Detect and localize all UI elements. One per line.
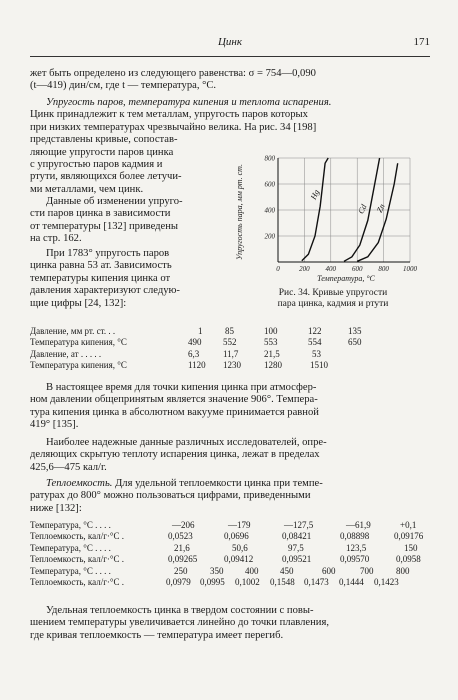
x-tick-label: 400 [325, 265, 337, 273]
row-label: Теплоемкость, кал/г·°С . [30, 554, 125, 565]
text-line: 425,6—475 кал/г. [30, 461, 107, 473]
text-line: Цинк принадлежит к тем металлам, упругость паров которых [30, 109, 308, 121]
table-cell: 100 [264, 326, 278, 336]
text-line: сти паров цинка в зависимости [30, 208, 171, 220]
table-cell: 1120 [188, 360, 206, 371]
series-label: Cd [356, 202, 369, 216]
text-line: ратурах до 800° можно пользоваться цифрами, приведенными [30, 490, 311, 502]
y-tick-label: 600 [264, 180, 275, 189]
text-line: жет быть определено из следующего равенства: σ = 754—0,090 [30, 68, 316, 79]
table-cell: 400 [245, 565, 259, 576]
text-line: от температуры [132] приведены [30, 220, 179, 232]
boiling-point-table [30, 326, 430, 372]
table-cell: 1230 [223, 360, 241, 371]
heat-capacity-table [30, 520, 435, 588]
table-cell: 135 [348, 326, 362, 336]
vapor-pressure-chart [230, 150, 432, 285]
text-line: Данные об изменении упруго- [46, 196, 183, 207]
table-row [30, 326, 430, 337]
y-tick-label: 800 [264, 154, 275, 163]
text-line: деляющих скрытую теплоту испарения цинка, лежат в пределах [30, 449, 320, 461]
table-row [30, 566, 435, 577]
text-line: ляющие упругости паров цинка [30, 146, 174, 158]
table-row [30, 520, 435, 531]
table-cell: 450 [280, 565, 294, 576]
table-cell: —179 [228, 520, 251, 530]
text-line: температуры кипения цинка от [30, 272, 171, 284]
table-row [30, 543, 435, 554]
table-cell: 0,09412 [224, 554, 254, 565]
table-cell: 122 [308, 326, 322, 336]
table-row [30, 349, 430, 360]
row-label: Давление, ат . . . . . [30, 348, 102, 359]
table-cell: 0,09176 [394, 531, 424, 542]
text-line: тура кипения цинка в абсолютном вакууме принимается равной [30, 406, 319, 418]
chart-series [302, 158, 398, 261]
text-line: давления характеризуют следую- [30, 285, 180, 297]
table-row [30, 360, 430, 371]
paragraph-boiling [30, 248, 226, 310]
table-cell: 0,1473 [304, 576, 329, 587]
text-line: Наиболее надежные данные различных исследователей, опре- [46, 437, 327, 448]
table-cell: 700 [360, 565, 374, 576]
table-cell: 552 [223, 337, 237, 348]
table-cell: 0,0696 [224, 531, 249, 542]
table-cell: 490 [188, 337, 202, 348]
table-cell: 0,0523 [168, 531, 193, 542]
chart-grid [278, 158, 410, 262]
figure-caption [228, 288, 438, 310]
table-row [30, 531, 435, 542]
table-cell: 0,1002 [235, 576, 260, 587]
table-cell: 0,08421 [282, 531, 312, 542]
table-cell: 0,09265 [168, 554, 198, 565]
text-line: Для удельной теплоемкости цинка при темпе- [112, 478, 323, 489]
table-cell: 800 [396, 565, 410, 576]
text-line: (t—419) дин/см, где t — температура, °С. [30, 80, 217, 92]
paragraph-atmospheric-boiling [30, 382, 430, 432]
table-cell: 650 [348, 337, 362, 348]
table-cell: 0,1548 [270, 576, 295, 587]
text-line: В настоящее время для точки кипения цинка при атмосфер- [46, 382, 317, 393]
table-cell: 21,5 [264, 348, 280, 359]
text-line: шением температуры увеличивается линейно до точки плавления, [30, 617, 329, 629]
y-tick-label: 200 [264, 232, 275, 241]
paragraph-surface-tension [30, 68, 430, 93]
page-number: 171 [413, 36, 430, 48]
table-cell: 0,0958 [396, 554, 421, 565]
table-cell: 0,1423 [374, 576, 399, 587]
table-cell: —127,5 [284, 520, 314, 530]
paragraph-solid-heat-capacity [30, 605, 430, 642]
row-label: Теплоемкость, кал/г·°С . [30, 531, 125, 542]
table-cell: 0,09570 [340, 554, 370, 565]
row-label: Теплоемкость, кал/г·°С . [30, 576, 125, 587]
table-cell: 97,5 [288, 542, 304, 553]
header-rule [30, 56, 430, 57]
x-axis-label: Температура, °С [317, 274, 375, 283]
table-cell: 600 [322, 565, 336, 576]
table-cell: 0,0995 [200, 576, 225, 587]
table-cell: 150 [404, 542, 418, 553]
paragraph-heat-capacity [30, 478, 430, 515]
text-line: ртути, являющихся более летучи- [30, 171, 182, 183]
x-tick-label: 1000 [403, 265, 417, 273]
text-line: где кривая теплоемкость — температура имеет перегиб. [30, 629, 284, 641]
table-cell: 554 [308, 337, 322, 348]
table-cell: 85 [225, 326, 234, 336]
table-cell: 1510 [310, 360, 328, 371]
section-heading-vapor: Упругость паров, температура кипения и теплота испарения. [46, 97, 332, 108]
text-line: представлены кривые, сопостав- [30, 134, 178, 146]
text-line: на стр. 162. [30, 233, 82, 245]
text-line: 419° [135]. [30, 419, 79, 431]
table-cell: 350 [210, 565, 224, 576]
table-cell: 553 [264, 337, 278, 348]
text-line: Удельная теплоемкость цинка в твердом состоянии с повы- [46, 605, 314, 616]
text-line: При 1783° упругость паров [46, 248, 170, 259]
table-cell: 6,3 [188, 348, 200, 359]
running-title: Цинк [217, 36, 243, 48]
row-label: Давление, мм рт. ст. . . [30, 326, 116, 336]
series-label: Hg [308, 188, 322, 201]
table-cell: 0,09521 [282, 554, 312, 565]
running-header [30, 36, 430, 50]
text-line: ном давлении общепринятым является значение 906°. Темпера- [30, 394, 318, 406]
table-cell: 1280 [264, 360, 282, 371]
table-row [30, 337, 430, 348]
table-row [30, 554, 435, 565]
text-line: цинка равна 53 ат. Зависимость [30, 260, 172, 272]
caption-line: Рис. 34. Кривые упругости [278, 288, 388, 298]
table-cell: +0,1 [400, 520, 417, 530]
table-cell: 123,5 [346, 542, 367, 553]
row-label: Температура кипения, °С [30, 337, 127, 348]
text-line: ниже [132]: [30, 502, 82, 514]
row-label: Температура кипения, °С [30, 360, 127, 371]
table-cell: —61,9 [346, 520, 371, 530]
table-cell: 0,0979 [166, 576, 191, 587]
paragraph-pressure-data [30, 196, 226, 246]
table-cell: 53 [312, 348, 321, 359]
text-line: с упругостью паров кадмия и [30, 159, 163, 171]
y-axis-label: Упругость пара, мм рт. ст. [235, 163, 244, 261]
section-heading-heat-capacity: Теплоемкость. [46, 478, 113, 489]
x-tick-label: 0 [276, 265, 280, 273]
chart-ticks [265, 155, 418, 274]
text-line: щие цифры [24, 132]: [30, 297, 127, 309]
table-row [30, 577, 435, 588]
x-tick-label: 800 [378, 265, 389, 273]
y-tick-label: 400 [264, 206, 275, 215]
table-cell: —206 [172, 520, 195, 530]
x-tick-label: 200 [299, 265, 310, 273]
table-cell: 250 [174, 565, 188, 576]
table-cell: 0,1444 [339, 576, 364, 587]
x-tick-label: 600 [351, 265, 363, 273]
series-line-hg [302, 158, 328, 261]
table-cell: 50,6 [232, 542, 248, 553]
series-label: Zn [374, 202, 387, 214]
text-line: при низких температурах чрезвычайно велика. На рис. 34 [198] [30, 121, 317, 133]
row-label: Температура, °С . . . . [30, 520, 111, 530]
table-cell: 0,08898 [340, 531, 370, 542]
paragraph-latent-heat [30, 437, 430, 474]
table-cell: 21,6 [174, 542, 190, 553]
row-label: Температура, °С . . . . [30, 565, 111, 576]
row-label: Температура, °С . . . . [30, 542, 111, 553]
caption-line: пара цинка, кадмия и ртути [277, 299, 389, 309]
table-cell: 1 [198, 326, 203, 336]
table-cell: 11,7 [223, 348, 239, 359]
text-line: ми металлами, чем цинк. [30, 183, 144, 195]
